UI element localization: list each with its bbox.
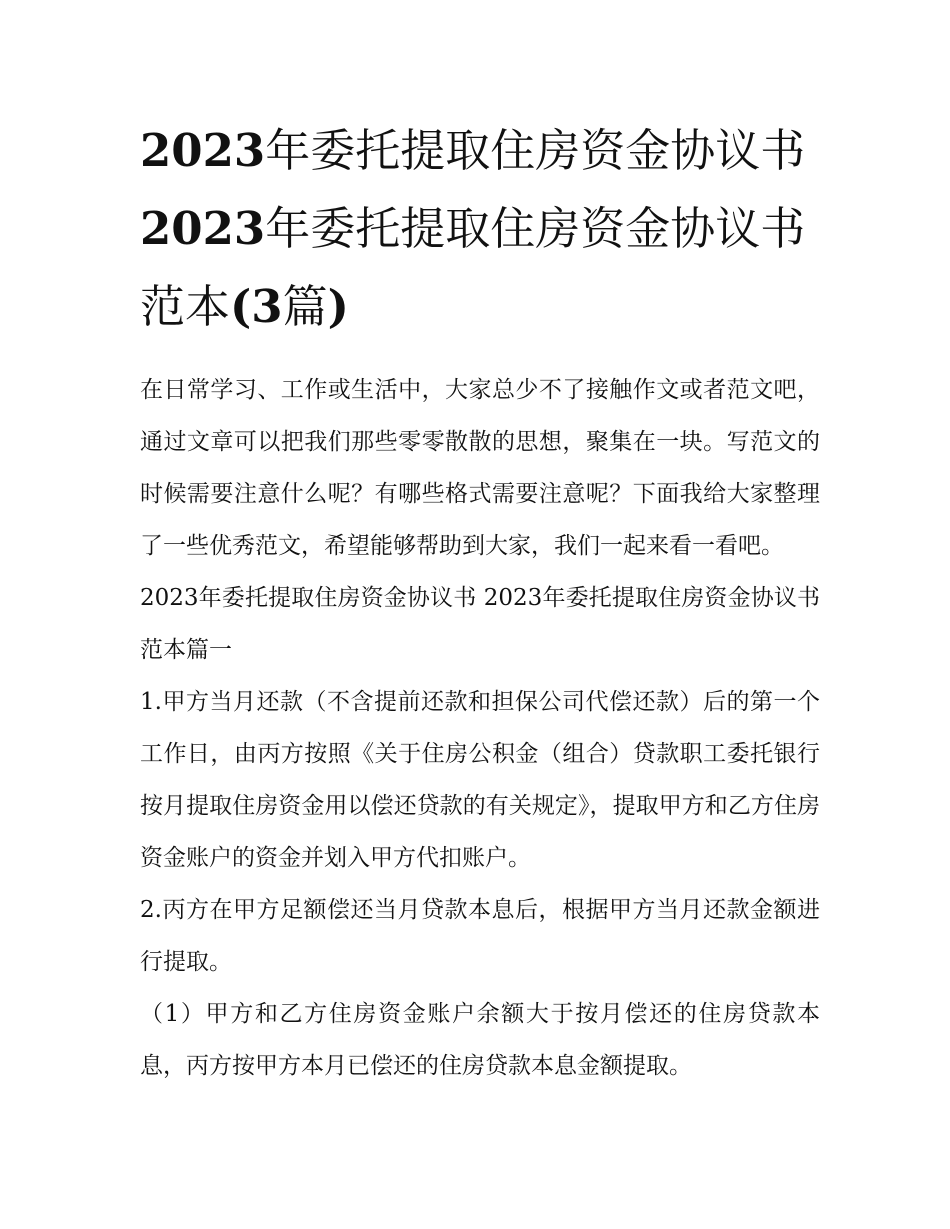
title-year-1: 2023 [140, 124, 266, 177]
title-count-unit: 篇 [282, 280, 328, 333]
intro-paragraph: 在日常学习、工作或生活中，大家总少不了接触作文或者范文吧，通过文章可以把我们那些零零散散的思想，聚集在一块。写范文的时候需要注意什么呢？有哪些格式需要注意呢？下面我给大家整理了一些优秀范文，希望能够帮助到大家，我们一起来看一看吧。 [140, 377, 820, 559]
clause-1-paragraph: 1.甲方当月还款（不含提前还款和担保公司代偿还款）后的第一个工作日，由丙方按照《关于住房公积金（组合）贷款职工委托银行按月提取住房资金用以偿还贷款的有关规定》，提取甲方和乙方住房资金账户的资金并划入甲方代扣账户。 [140, 689, 820, 871]
section-heading: 2023年委托提取住房资金协议书 2023年委托提取住房资金协议书范本篇一 [140, 585, 820, 663]
clause-2-1-paragraph: （1）甲方和乙方住房资金账户余额大于按月偿还的住房贷款本息，丙方按甲方本月已偿还的住房贷款本息金额提取。 [140, 1001, 820, 1079]
document-body [140, 364, 820, 1092]
document-title [140, 112, 820, 346]
title-text-2: 年委托提取住房资金协议书范本 [140, 202, 806, 333]
title-text-1: 年委托提取住房资金协议书 [265, 124, 806, 177]
title-count-close: ) [327, 280, 349, 333]
document-content [140, 112, 820, 1092]
title-year-2: 2023 [140, 202, 266, 255]
clause-2-paragraph: 2.丙方在甲方足额偿还当月贷款本息后，根据甲方当月还款金额进行提取。 [140, 897, 820, 975]
title-count-open: (3 [230, 280, 283, 333]
